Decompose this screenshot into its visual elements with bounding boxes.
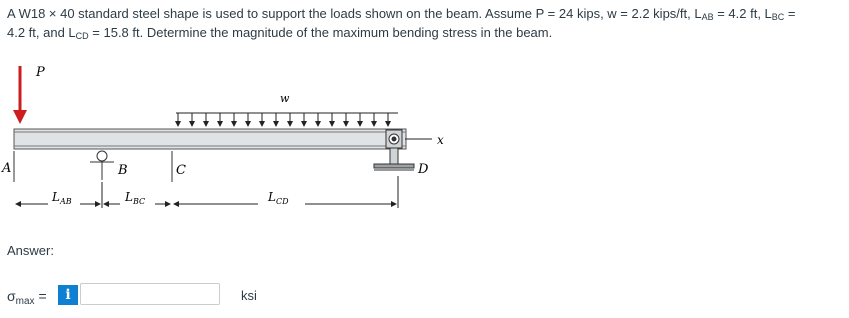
point-D-label: D [418,162,429,177]
beam-diagram [0,58,444,223]
point-C-label: C [176,163,186,178]
distributed-load-arrows [176,113,398,126]
sigma-max-label: $\sigma_{max}$ = [7,288,47,307]
answer-input[interactable] [80,283,220,305]
point-B-label: B [118,163,128,178]
problem-statement: A W18 × 40 standard steel shape is used to support the loads shown on the beam. Assume P = 24 kips, w = 2.2 kips/ft, $L_{AB} = 4.2$ ft, $L_{BC}$ = 4.2 ft, and $L_{CD} = 15.8$ ft. Determine the magnitude of the maximum bending stress in the beam. [7,6,796,41]
load-P-label: P [36,65,45,80]
point-load-arrow [13,66,27,124]
roller-support-B [90,151,114,180]
answer-label: Answer: [7,243,54,258]
unit-label: ksi [241,288,257,303]
dim-LAB-label: $L_{AB}$ [52,190,72,206]
dim-LCD-label: $L_{CD}$ [268,190,289,206]
load-w-label: w [280,92,290,105]
point-A-label: A [2,161,12,176]
dimension-lines [16,176,398,208]
info-icon[interactable]: i [58,285,78,305]
beam [14,129,406,149]
x-axis-label: x [437,133,444,147]
dim-LBC-label: $L_{BC}$ [125,190,146,206]
